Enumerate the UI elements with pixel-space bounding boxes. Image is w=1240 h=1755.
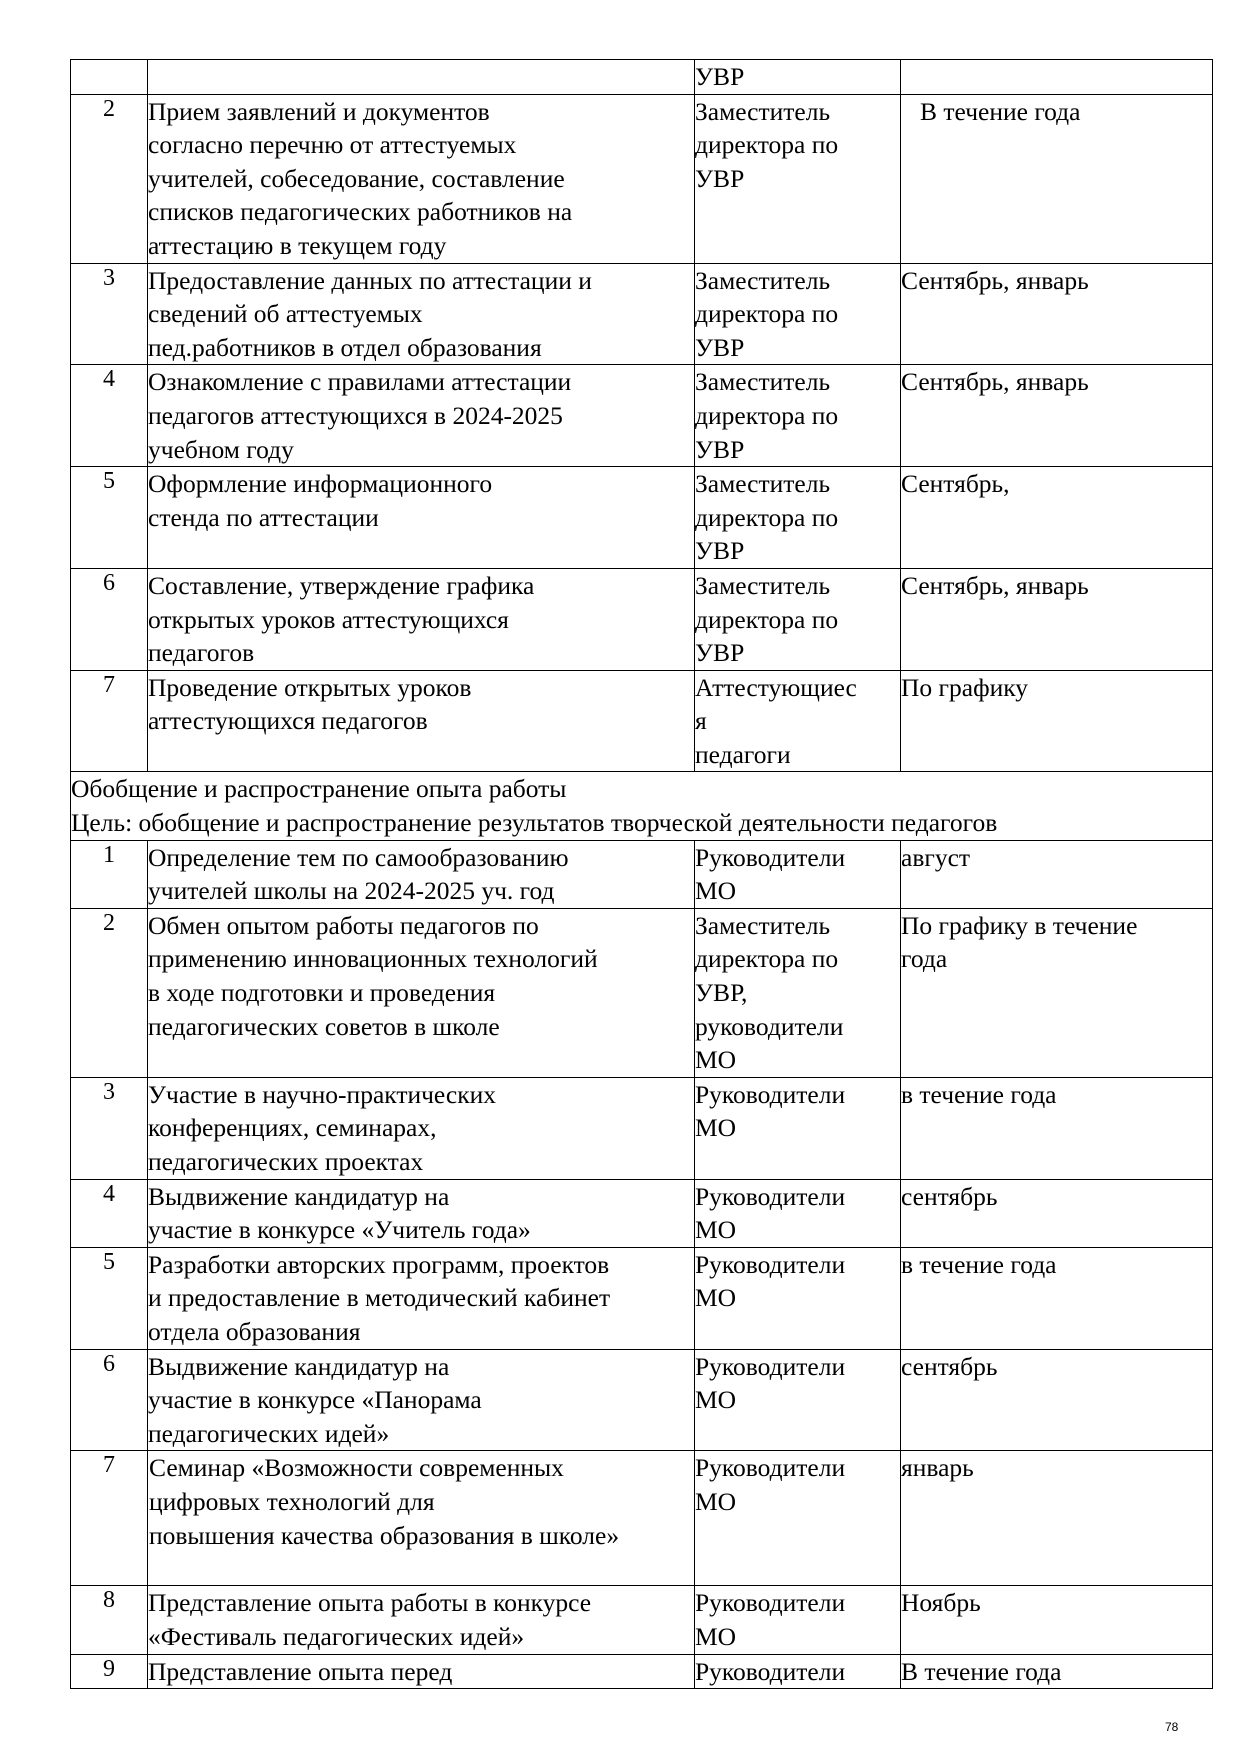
table-row <box>71 908 1213 1077</box>
row-number: 6 <box>71 568 148 670</box>
responsible-text: Руководители МО <box>695 1453 846 1516</box>
date-text: в течение года <box>901 1079 1057 1109</box>
table-row <box>71 568 1213 670</box>
table-row <box>71 1077 1213 1179</box>
task-text: Ознакомление с правилами аттестации педагогов аттестующихся в 2024-2025 учебном году <box>148 367 572 464</box>
date-text: январь <box>901 1453 974 1483</box>
task-text: Предоставление данных по аттестации и сведений об аттестуемых пед.работников в отдел образования <box>148 265 592 362</box>
responsible-text: Аттестующиес я педагоги <box>695 672 857 769</box>
date-text: В течение года <box>920 96 1081 126</box>
table-row <box>71 1451 1213 1586</box>
table-row <box>71 1247 1213 1349</box>
row-number: 6 <box>71 1349 148 1451</box>
responsible-text: Руководители МО <box>695 1588 846 1651</box>
page-number: 78 <box>1165 1720 1179 1734</box>
table-row <box>71 1654 1213 1689</box>
table-row <box>71 840 1213 908</box>
task-text: Участие в научно-практических конференциях, семинарах, педагогических проектах <box>148 1079 496 1176</box>
responsible-text: Заместитель директора по УВР <box>695 367 839 464</box>
row-number: 7 <box>71 1451 148 1586</box>
row-number: 5 <box>71 467 148 569</box>
table-row <box>71 94 1213 263</box>
section-title: Обобщение и распространение опыта работы <box>71 774 567 804</box>
date-text: Сентябрь, январь <box>901 570 1089 600</box>
date-text: Сентябрь, январь <box>901 367 1089 397</box>
responsible-text: Руководители МО <box>695 1351 846 1415</box>
date-text: сентябрь <box>901 1351 998 1381</box>
row-number: 2 <box>71 94 148 263</box>
table-row-continuation <box>71 60 1213 95</box>
table-row <box>71 263 1213 365</box>
responsible-text: Руководители МО <box>695 1249 846 1313</box>
row-number: 1 <box>71 840 148 908</box>
responsible-text: Заместитель директора по УВР <box>695 96 839 193</box>
responsible-text: Руководители <box>695 1656 846 1686</box>
task-text: Составление, утверждение графика открытых уроков аттестующихся педагогов <box>148 570 535 668</box>
responsible-text: Руководители МО <box>695 1181 846 1245</box>
responsible-text: УВР <box>695 62 745 91</box>
task-text: Представление опыта перед <box>148 1656 453 1686</box>
task-cell <box>148 60 695 95</box>
responsible-text: Заместитель директора по УВР, руководители МО <box>695 910 844 1075</box>
row-number-cell <box>71 60 148 95</box>
task-text: Прием заявлений и документов согласно перечню от аттестуемых учителей, собеседование, составление списков педагогических работников на аттестацию в текущем году <box>148 96 573 260</box>
table-row <box>71 1179 1213 1247</box>
date-text: август <box>901 842 971 872</box>
table-row <box>71 1586 1213 1654</box>
date-text: В течение года <box>901 1656 1062 1686</box>
date-text: Сентябрь, январь <box>901 265 1089 295</box>
task-text: Выдвижение кандидатур на участие в конкурсе «Учитель года» <box>148 1181 531 1245</box>
row-number: 3 <box>71 263 148 365</box>
row-number: 3 <box>71 1077 148 1179</box>
date-cell <box>901 60 1213 95</box>
date-text: Ноябрь <box>901 1588 981 1618</box>
row-number: 2 <box>71 908 148 1077</box>
task-text: Выдвижение кандидатур на участие в конкурсе «Панорама педагогических идей» <box>148 1351 482 1448</box>
work-plan-table <box>70 59 1213 1689</box>
task-text: Определение тем по самообразованию учителей школы на 2024-2025 уч. год <box>148 842 569 906</box>
task-text: Обмен опытом работы педагогов по применению инновационных технологий в ходе подготовки и проведения педагогических советов в школе <box>148 910 598 1041</box>
table-row <box>71 670 1213 772</box>
row-number: 8 <box>71 1586 148 1654</box>
task-text: Проведение открытых уроков аттестующихся педагогов <box>148 672 472 736</box>
row-number: 4 <box>71 365 148 467</box>
table-row <box>71 1349 1213 1451</box>
row-number: 5 <box>71 1247 148 1349</box>
row-number: 4 <box>71 1179 148 1247</box>
date-text: По графику <box>901 672 1029 702</box>
row-number: 7 <box>71 670 148 772</box>
table-row <box>71 467 1213 569</box>
date-text: в течение года <box>901 1249 1057 1279</box>
task-text: Оформление информационного стенда по аттестации <box>148 469 493 532</box>
task-text: Представление опыта работы в конкурсе «Фестиваль педагогических идей» <box>148 1588 592 1651</box>
section-cell <box>71 772 1213 840</box>
date-text: сентябрь <box>901 1181 998 1211</box>
responsible-text: Заместитель директора по УВР <box>695 265 839 362</box>
date-text: По графику в течение года <box>901 910 1138 974</box>
responsible-text: Руководители МО <box>695 1079 846 1143</box>
task-text: Семинар «Возможности современных цифровых технологий для повышения качества образования в школе» <box>149 1453 620 1550</box>
responsible-text: Руководители МО <box>695 842 846 906</box>
section-row <box>71 772 1213 840</box>
section-goal: Цель: обобщение и распространение результатов творческой деятельности педагогов <box>71 808 998 838</box>
row-number: 9 <box>71 1654 148 1689</box>
responsible-text: Заместитель директора по УВР <box>695 469 839 566</box>
responsible-cell <box>695 60 901 95</box>
responsible-text: Заместитель директора по УВР <box>695 570 839 668</box>
task-text: Разработки авторских программ, проектов и предоставление в методический кабинет отдела образования <box>148 1249 611 1346</box>
date-text: Сентябрь, <box>901 469 1010 499</box>
table-row <box>71 365 1213 467</box>
